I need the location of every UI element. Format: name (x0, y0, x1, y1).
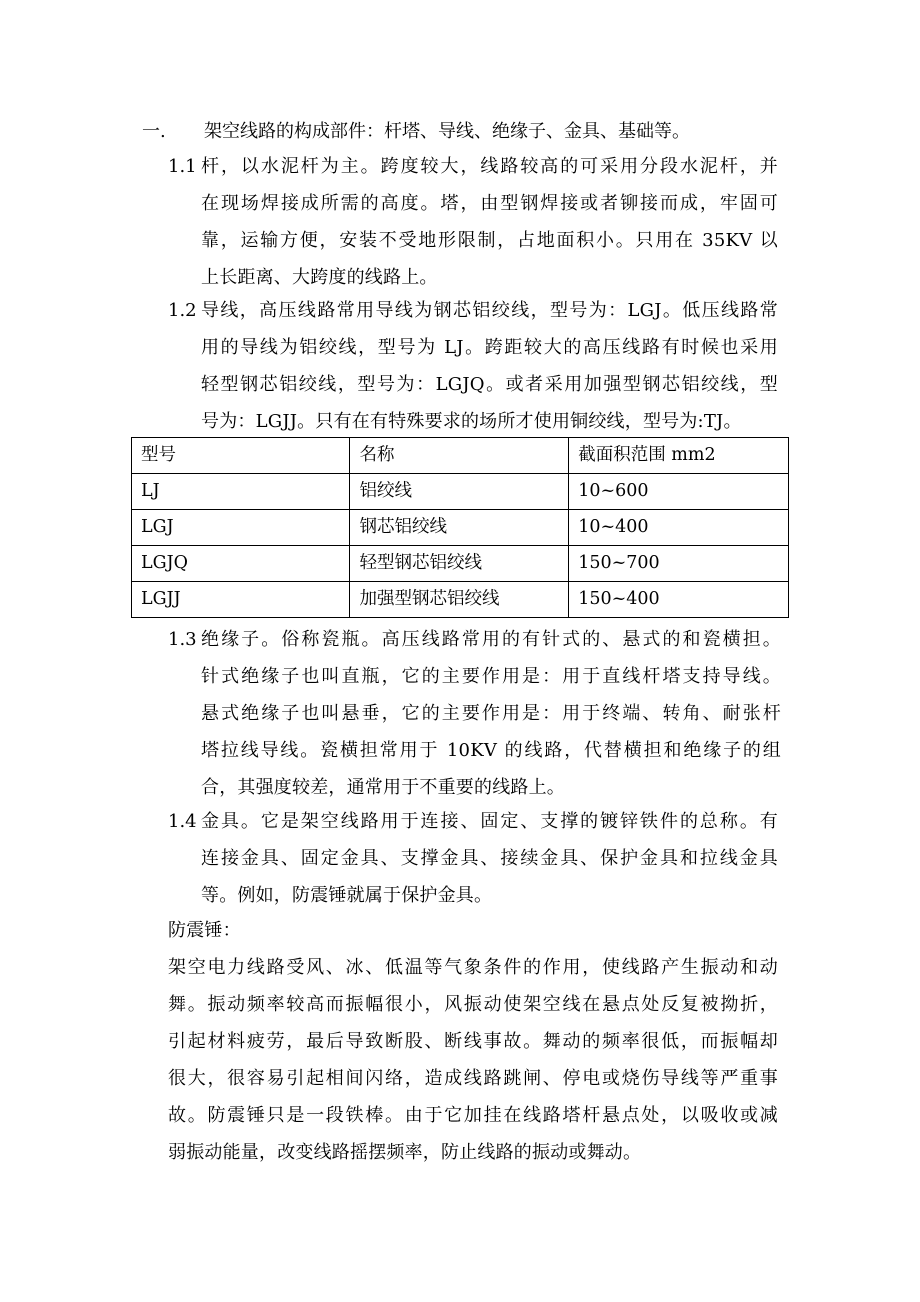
section-body (201, 292, 778, 440)
paragraph-line: 很大，很容易引起相间闪络，造成线路跳闸、停电或烧伤导线等严重事 (168, 1068, 778, 1089)
section-body (201, 148, 778, 296)
paragraph-line: 绝缘子。俗称瓷瓶。高压线路常用的有针式的、悬式的和瓷横担。 (201, 629, 781, 650)
table-header-cell: 名称 (350, 438, 569, 474)
paragraph-line: 合，其强度较差，通常用于不重要的线路上。 (201, 777, 565, 798)
paragraph-line: 导线，高压线路常用导线为钢芯铝绞线，型号为：LGJ。低压线路常 (201, 300, 778, 321)
paragraph-line: 轻型钢芯铝绞线，型号为：LGJQ。或者采用加强型钢芯铝绞线，型 (201, 374, 778, 395)
damper-title (168, 912, 241, 949)
paragraph-line: 针式绝缘子也叫直瓶，它的主要作用是：用于直线杆塔支持导线。 (201, 666, 781, 687)
section-body (201, 803, 778, 914)
table-cell: 10~600 (569, 474, 789, 510)
section-number: 1.4 (168, 811, 197, 832)
table-cell: LGJ (132, 510, 350, 546)
section-heading (142, 113, 690, 150)
table-row (132, 510, 789, 546)
paragraph-line: 用的导线为铝绞线，型号为 LJ。跨距较大的高压线路有时候也采用 (201, 337, 778, 358)
section-number: 1.3 (168, 629, 197, 650)
table-cell: 钢芯铝绞线 (350, 510, 569, 546)
table-cell: 加强型钢芯铝绞线 (350, 582, 569, 618)
table-cell: 150~400 (569, 582, 789, 618)
paragraph-line: 悬式绝缘子也叫悬垂，它的主要作用是：用于终端、转角、耐张杆 (201, 703, 781, 724)
damper-title-text: 防震锤： (168, 920, 241, 941)
paragraph-line: 舞。振动频率较高而振幅很小，风振动使架空线在悬点处反复被拗折， (168, 994, 778, 1015)
section-number: 1.2 (168, 300, 197, 321)
table-cell: 150~700 (569, 546, 789, 582)
table-header-row (132, 438, 789, 474)
paragraph-line: 杆，以水泥杆为主。跨度较大，线路较高的可采用分段水泥杆，并 (201, 156, 778, 177)
table-row (132, 582, 789, 618)
paragraph-line: 上长距离、大跨度的线路上。 (201, 267, 438, 288)
paragraph-line: 引起材料疲劳，最后导致断股、断线事故。舞动的频率很低，而振幅却 (168, 1031, 778, 1052)
heading-number: 一. (142, 121, 166, 142)
paragraph-line: 塔拉线导线。瓷横担常用于 10KV 的线路，代替横担和绝缘子的组 (201, 740, 781, 761)
table-row (132, 474, 789, 510)
conductor-spec-table (131, 437, 789, 618)
paragraph-line: 号为：LGJJ。只有在有特殊要求的场所才使用铜绞线，型号为:TJ。 (201, 411, 742, 432)
section-body (201, 621, 781, 806)
paragraph-line: 金具。它是架空线路用于连接、固定、支撑的镀锌铁件的总称。有 (201, 811, 778, 832)
paragraph-line: 在现场焊接成所需的高度。塔，由型钢焊接或者铆接而成，牢固可 (201, 193, 778, 214)
paragraph-line: 连接金具、固定金具、支撑金具、接续金具、保护金具和拉线金具 (201, 848, 778, 869)
section-number: 1.1 (168, 156, 197, 177)
paragraph-line: 弱振动能量，改变线路摇摆频率，防止线路的振动或舞动。 (168, 1142, 642, 1163)
heading-text: 架空线路的构成部件：杆塔、导线、绝缘子、金具、基础等。 (204, 121, 690, 142)
table-cell: 铝绞线 (350, 474, 569, 510)
paragraph-line: 靠，运输方便，安装不受地形限制，占地面积小。只用在 35KV 以 (201, 230, 778, 251)
table-cell: LGJQ (132, 546, 350, 582)
table-cell: 10~400 (569, 510, 789, 546)
damper-paragraph (168, 949, 778, 1171)
paragraph-line: 等。例如，防震锤就属于保护金具。 (201, 885, 493, 906)
table-row (132, 546, 789, 582)
table-cell: LJ (132, 474, 350, 510)
paragraph-line: 故。防震锤只是一段铁棒。由于它加挂在线路塔杆悬点处，以吸收或减 (168, 1105, 778, 1126)
paragraph-line: 架空电力线路受风、冰、低温等气象条件的作用，使线路产生振动和动 (168, 957, 778, 978)
table-header-cell: 截面积范围 mm2 (569, 438, 789, 474)
table-cell: 轻型钢芯铝绞线 (350, 546, 569, 582)
table-cell: LGJJ (132, 582, 350, 618)
table-header-cell: 型号 (132, 438, 350, 474)
